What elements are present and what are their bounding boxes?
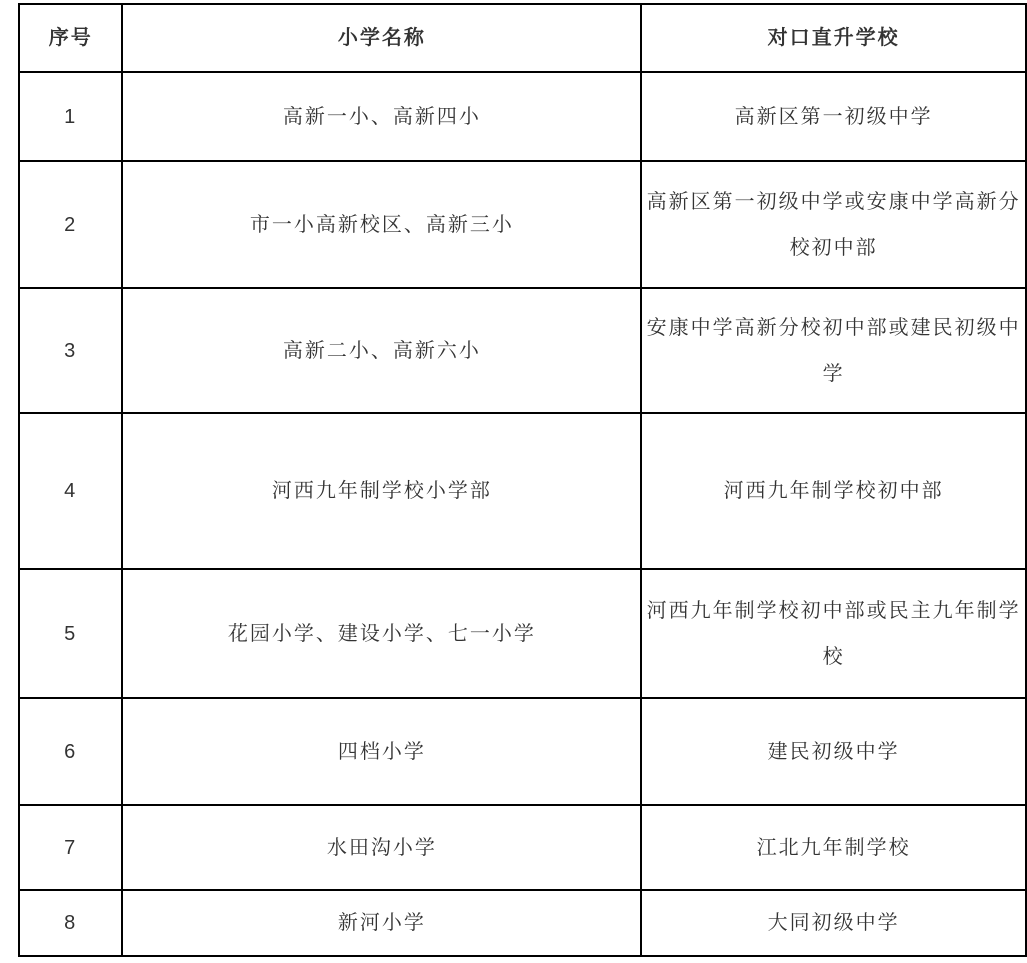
cell-target-school: 江北九年制学校 xyxy=(641,805,1026,890)
cell-target-school: 高新区第一初级中学 xyxy=(641,72,1026,161)
cell-target-school: 建民初级中学 xyxy=(641,698,1026,805)
cell-school-name: 水田沟小学 xyxy=(122,805,641,890)
table-row xyxy=(19,805,1026,890)
cell-target-school: 河西九年制学校初中部 xyxy=(641,413,1026,569)
table-row xyxy=(19,72,1026,161)
cell-number: 6 xyxy=(19,698,122,805)
cell-school-name: 新河小学 xyxy=(122,890,641,956)
cell-target-school: 高新区第一初级中学或安康中学高新分校初中部 xyxy=(641,161,1026,288)
cell-school-name: 花园小学、建设小学、七一小学 xyxy=(122,569,641,698)
cell-target-school: 河西九年制学校初中部或民主九年制学校 xyxy=(641,569,1026,698)
school-assignment-table xyxy=(18,3,1027,957)
cell-school-name: 高新一小、高新四小 xyxy=(122,72,641,161)
header-cell-school-name: 小学名称 xyxy=(122,4,641,72)
cell-target-school: 安康中学高新分校初中部或建民初级中学 xyxy=(641,288,1026,413)
header-cell-number: 序号 xyxy=(19,4,122,72)
table-row xyxy=(19,413,1026,569)
cell-school-name: 高新二小、高新六小 xyxy=(122,288,641,413)
cell-number: 5 xyxy=(19,569,122,698)
table-row xyxy=(19,288,1026,413)
table-row xyxy=(19,698,1026,805)
header-row xyxy=(19,4,1026,72)
table-row xyxy=(19,161,1026,288)
cell-school-name: 河西九年制学校小学部 xyxy=(122,413,641,569)
cell-school-name: 四档小学 xyxy=(122,698,641,805)
cell-target-school: 大同初级中学 xyxy=(641,890,1026,956)
cell-number: 7 xyxy=(19,805,122,890)
cell-number: 8 xyxy=(19,890,122,956)
cell-number: 4 xyxy=(19,413,122,569)
table-row xyxy=(19,569,1026,698)
cell-number: 3 xyxy=(19,288,122,413)
table-row xyxy=(19,890,1026,956)
cell-number: 1 xyxy=(19,72,122,161)
cell-number: 2 xyxy=(19,161,122,288)
header-cell-target-school: 对口直升学校 xyxy=(641,4,1026,72)
cell-school-name: 市一小高新校区、高新三小 xyxy=(122,161,641,288)
